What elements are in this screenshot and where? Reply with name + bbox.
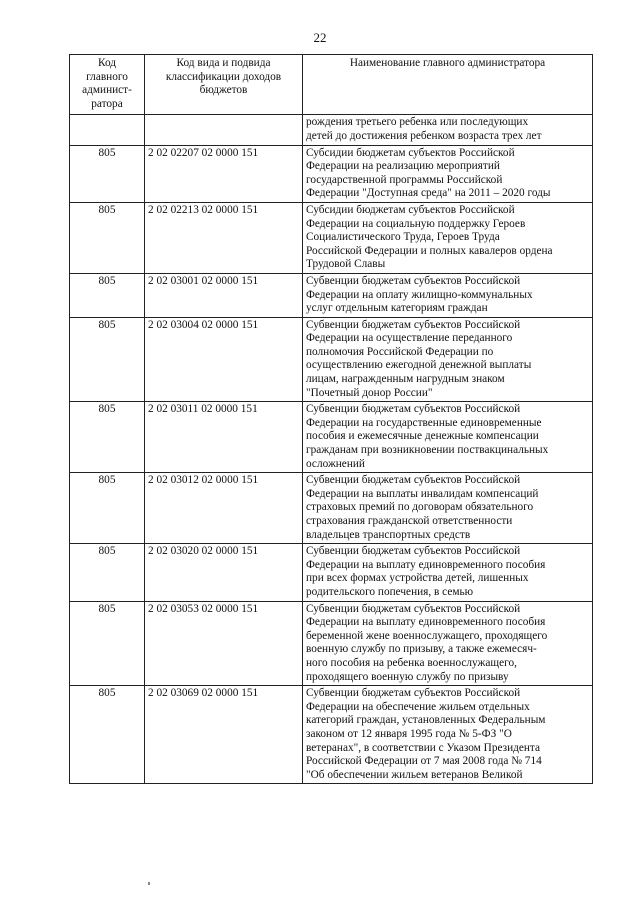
name-line: при всех формах устройства детей, лишенных bbox=[306, 572, 529, 585]
name-line: Субвенции бюджетам субъектов Российской bbox=[306, 474, 521, 487]
name-line: детей до достижения ребенком возраста трех лет bbox=[306, 129, 542, 142]
name-line: гражданам при возникновении поствакцинальных bbox=[306, 444, 549, 457]
name-line: страхования гражданской ответственности bbox=[306, 515, 513, 527]
admin-name-cell bbox=[303, 202, 593, 273]
name-line: лицам, награжденным нагрудным знаком bbox=[306, 373, 505, 386]
name-line: Федерации на реализацию мероприятий bbox=[306, 160, 500, 173]
name-line: Федерации на осуществление переданного bbox=[306, 332, 513, 345]
admin-name-cell bbox=[303, 601, 593, 686]
header-row bbox=[70, 55, 593, 115]
income-code-cell bbox=[145, 115, 303, 145]
admin-code-cell bbox=[70, 115, 145, 145]
table-row bbox=[70, 544, 593, 601]
name-line: категорий граждан, установленных Федеральным bbox=[306, 714, 546, 727]
admin-name-cell bbox=[303, 686, 593, 784]
name-line: Федерации на социальную поддержку Героев bbox=[306, 217, 526, 230]
admin-name-cell bbox=[303, 115, 593, 145]
name-line: ветеранах", в соответствии с Указом Президента bbox=[306, 741, 541, 754]
income-code-cell: 2 02 03001 02 0000 151 bbox=[145, 273, 303, 317]
scan-mark bbox=[148, 882, 150, 885]
name-line: Субвенции бюджетам субъектов Российской bbox=[306, 274, 521, 287]
admin-code-cell: 805 bbox=[70, 544, 145, 601]
name-line: осуществлению ежегодной денежной выплаты bbox=[306, 359, 532, 372]
name-line: Субсидии бюджетам субъектов Российской bbox=[306, 203, 515, 216]
name-line: страховых премий по договорам обязательного bbox=[306, 501, 534, 514]
admin-name-cell bbox=[303, 402, 593, 473]
income-code-cell: 2 02 03053 02 0000 151 bbox=[145, 601, 303, 686]
name-line: рождения третьего ребенка или последующих bbox=[306, 116, 529, 129]
name-line: Субвенции бюджетам субъектов Российской bbox=[306, 318, 521, 331]
name-line: Российской Федерации и полных кавалеров ордена bbox=[306, 244, 553, 257]
name-line: Федерации на выплату единовременного пособия bbox=[306, 558, 546, 571]
name-line: владельцев транспортных средств bbox=[306, 528, 471, 541]
admin-code-cell: 805 bbox=[70, 273, 145, 317]
admin-code-cell: 805 bbox=[70, 145, 145, 202]
name-line: Субвенции бюджетам субъектов Российской bbox=[306, 602, 521, 615]
name-line: Федерации на выплаты инвалидам компенсаций bbox=[306, 487, 539, 500]
income-code-cell: 2 02 03004 02 0000 151 bbox=[145, 317, 303, 402]
name-line: проходящего военную службу по призыву bbox=[306, 670, 509, 683]
income-code-cell: 2 02 03012 02 0000 151 bbox=[145, 473, 303, 544]
header-admin-code: Код главного админист- ратора bbox=[70, 55, 145, 115]
name-line: Субвенции бюджетам субъектов Российской bbox=[306, 687, 521, 700]
table-row bbox=[70, 473, 593, 544]
header-admin-name: Наименование главного администратора bbox=[303, 55, 593, 115]
budget-revenue-table bbox=[69, 54, 593, 784]
table-row bbox=[70, 402, 593, 473]
name-line: Трудовой Славы bbox=[306, 258, 386, 271]
name-line: государственной программы Российской bbox=[306, 173, 503, 186]
income-code-cell: 2 02 03069 02 0000 151 bbox=[145, 686, 303, 784]
name-line: Федерации на оплату жилищно-коммунальных bbox=[306, 288, 533, 301]
admin-name-cell bbox=[303, 273, 593, 317]
name-line: "Об обеспечении жильем ветеранов Великой bbox=[306, 768, 523, 781]
name-line: военную службу по призыву, а также ежемесяч- bbox=[306, 643, 537, 656]
name-line: Социалистического Труда, Героев Труда bbox=[306, 231, 500, 244]
name-line: полномочия Российской Федерации по bbox=[306, 345, 494, 358]
name-line: беременной жене военнослужащего, проходящего bbox=[306, 629, 548, 642]
table-header bbox=[70, 55, 593, 115]
table-row bbox=[70, 601, 593, 686]
name-line: Федерации на обеспечение жильем отдельных bbox=[306, 700, 530, 713]
table-row bbox=[70, 115, 593, 145]
page-number: 22 bbox=[313, 30, 327, 45]
table-row bbox=[70, 145, 593, 202]
name-line: Российской Федерации от 7 мая 2008 года № 714 bbox=[306, 755, 542, 768]
table-row bbox=[70, 686, 593, 784]
name-line: Субсидии бюджетам субъектов Российской bbox=[306, 146, 515, 159]
admin-code-cell: 805 bbox=[70, 601, 145, 686]
header-income-code: Код вида и подвида классификации доходов бюджетов bbox=[145, 55, 303, 115]
name-line: ного пособия на ребенка военнослужащего, bbox=[306, 656, 517, 669]
income-code-cell: 2 02 03020 02 0000 151 bbox=[145, 544, 303, 601]
name-line: законом от 12 января 1995 года № 5-ФЗ "О bbox=[306, 727, 512, 740]
admin-code-cell: 805 bbox=[70, 317, 145, 402]
admin-name-cell bbox=[303, 544, 593, 601]
admin-code-cell: 805 bbox=[70, 402, 145, 473]
name-line: "Почетный донор России" bbox=[306, 386, 433, 399]
name-line: пособия и ежемесячные денежные компенсации bbox=[306, 430, 539, 443]
admin-code-cell: 805 bbox=[70, 202, 145, 273]
table-row bbox=[70, 317, 593, 402]
admin-name-cell bbox=[303, 473, 593, 544]
admin-code-cell: 805 bbox=[70, 686, 145, 784]
name-line: услуг отдельным категориям граждан bbox=[306, 302, 488, 315]
name-line: осложнений bbox=[306, 457, 365, 470]
admin-name-cell bbox=[303, 317, 593, 402]
table-row bbox=[70, 273, 593, 317]
income-code-cell: 2 02 03011 02 0000 151 bbox=[145, 402, 303, 473]
admin-name-cell bbox=[303, 145, 593, 202]
table-body bbox=[70, 115, 593, 784]
name-line: родительского попечения, в семью bbox=[306, 585, 474, 598]
name-line: Субвенции бюджетам субъектов Российской bbox=[306, 545, 521, 558]
name-line: Субвенции бюджетам субъектов Российской bbox=[306, 403, 521, 416]
name-line: Федерации "Доступная среда" на 2011 – 2020 годы bbox=[306, 187, 551, 200]
admin-code-cell: 805 bbox=[70, 473, 145, 544]
name-line: Федерации на выплату единовременного пособия bbox=[306, 616, 546, 629]
income-code-cell: 2 02 02213 02 0000 151 bbox=[145, 202, 303, 273]
income-code-cell: 2 02 02207 02 0000 151 bbox=[145, 145, 303, 202]
table-row bbox=[70, 202, 593, 273]
name-line: Федерации на государственные единовременные bbox=[306, 416, 542, 429]
